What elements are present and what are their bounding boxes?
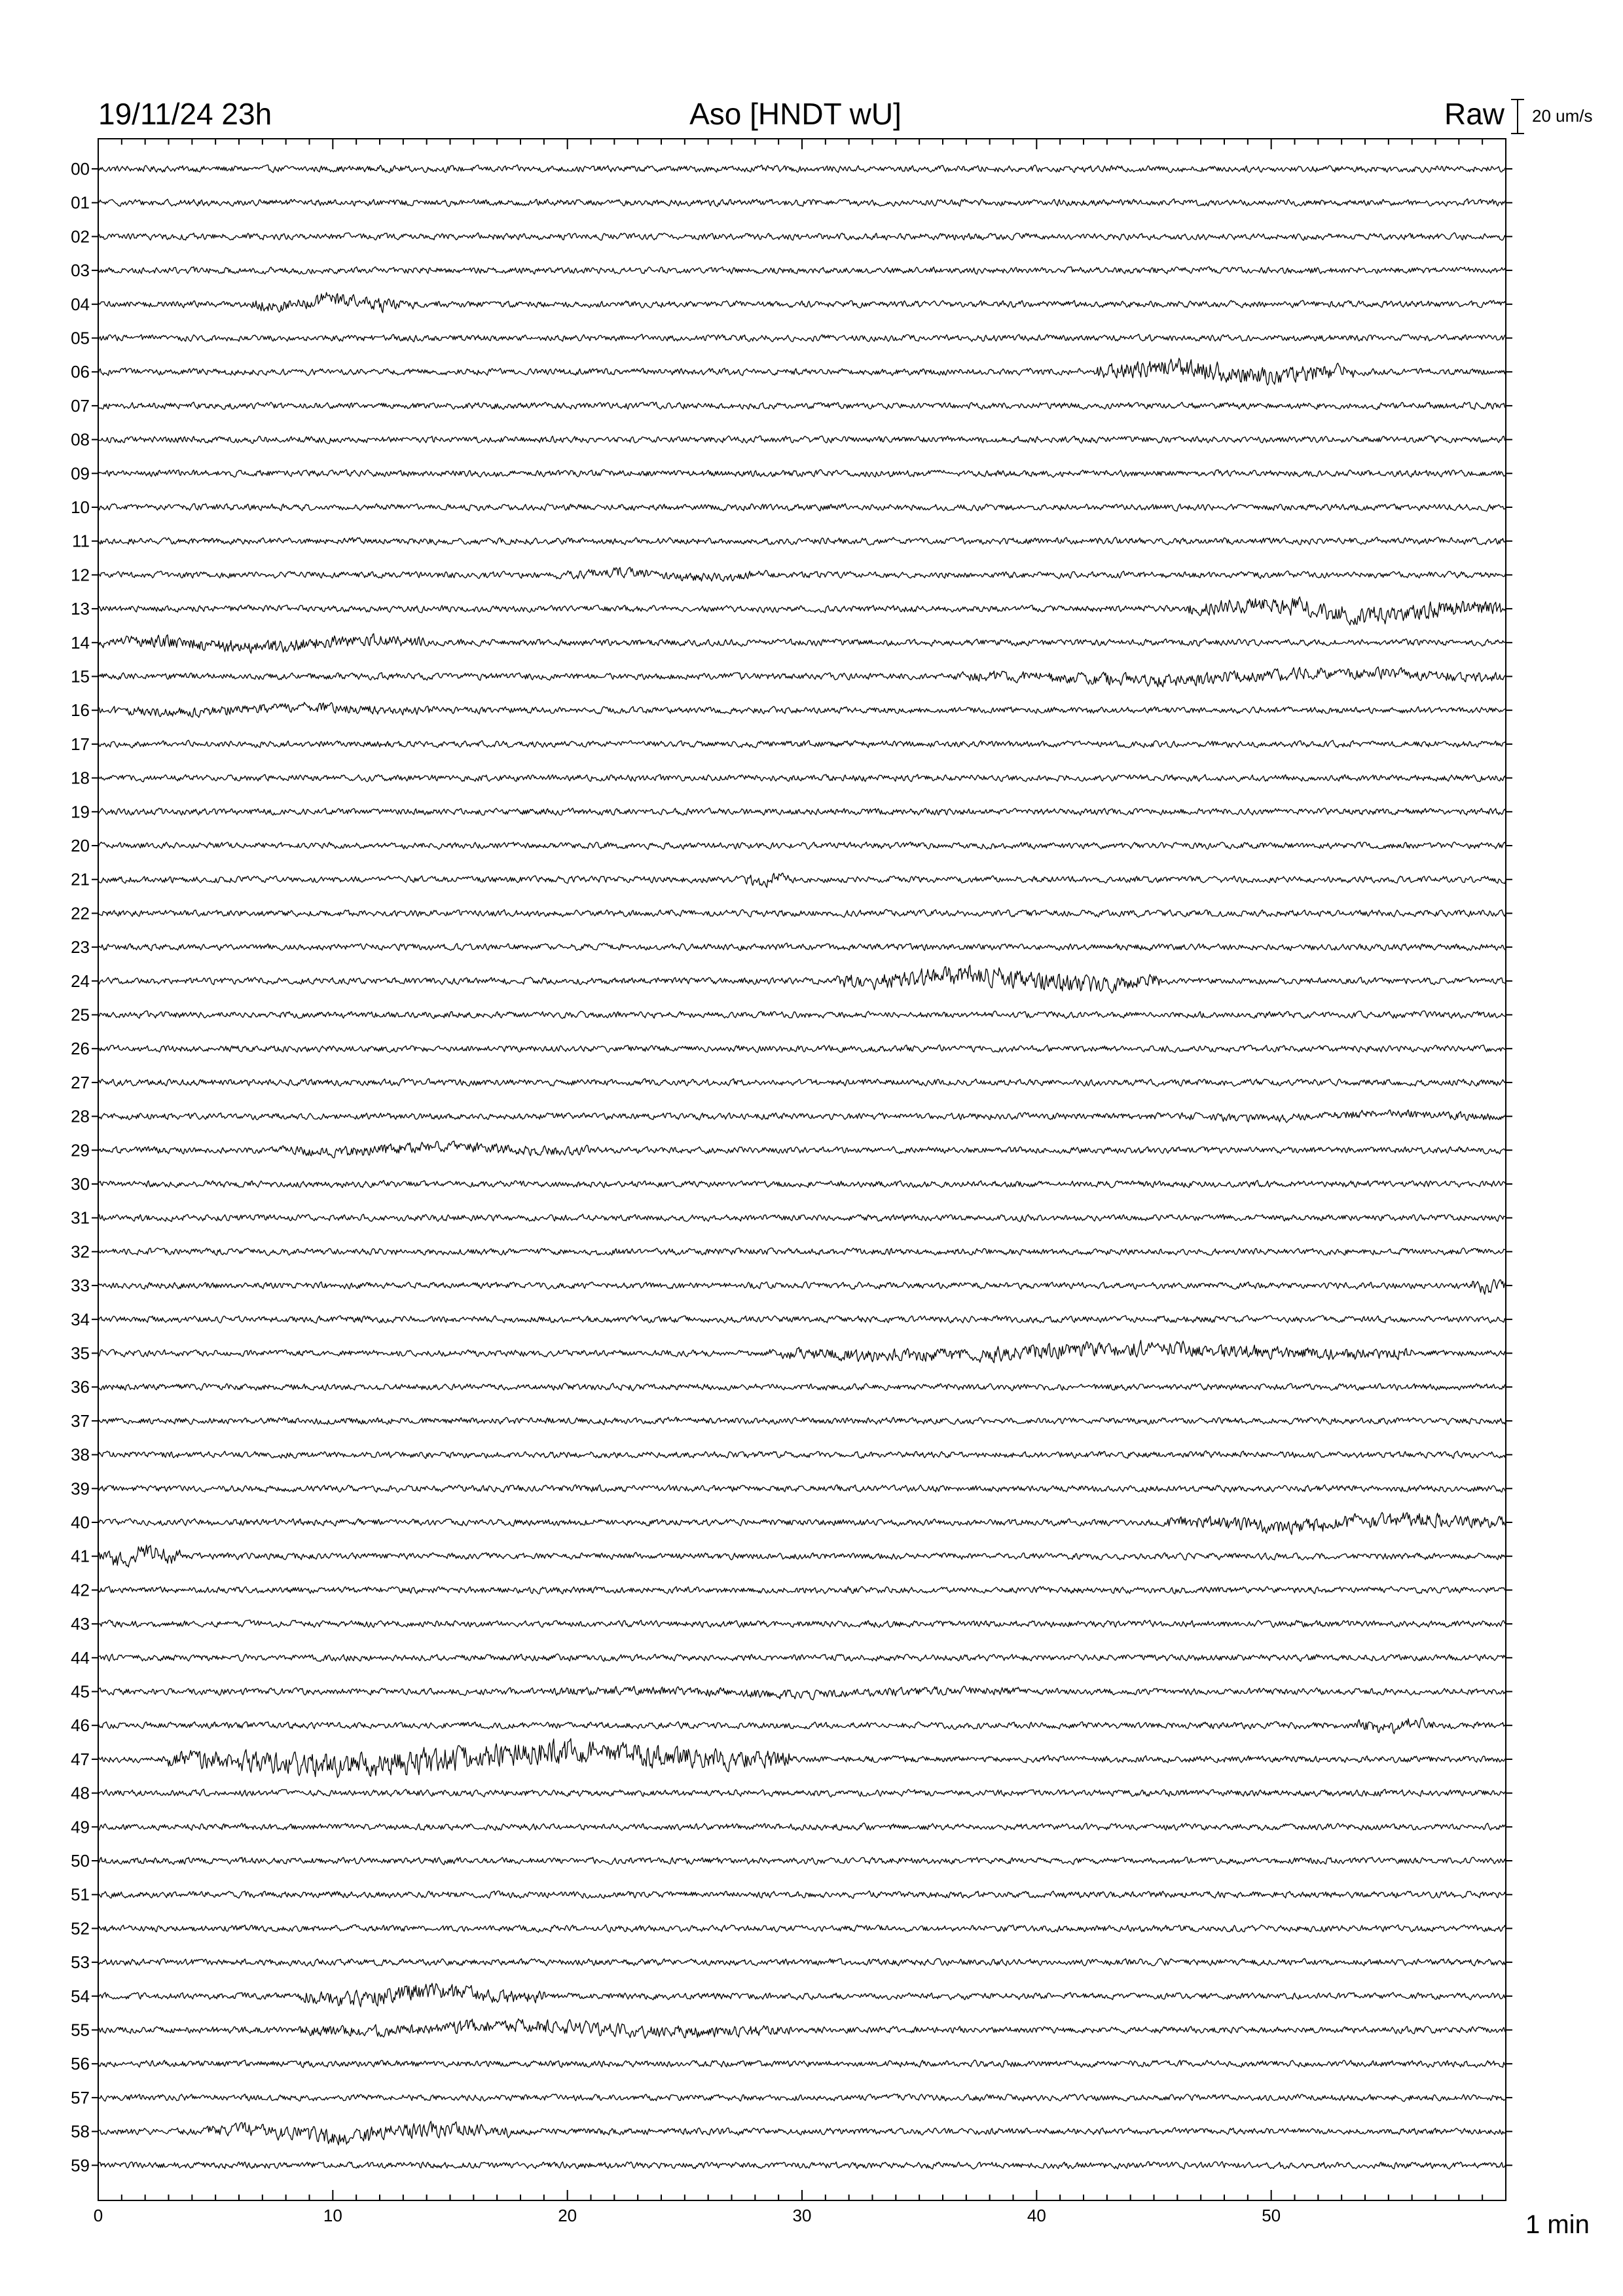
trace-row-59: [98, 2162, 1506, 2169]
x-tick-label: 30: [792, 2206, 812, 2225]
row-label: 37: [71, 1410, 90, 1431]
trace-row-29: [98, 1141, 1506, 1158]
trace-row-36: [98, 1383, 1506, 1391]
trace-row-46: [98, 1718, 1506, 1734]
row-label: 45: [71, 1681, 90, 1702]
row-label: 04: [71, 294, 90, 314]
trace-row-28: [98, 1110, 1506, 1122]
trace-row-40: [98, 1513, 1506, 1535]
trace-row-06: [98, 358, 1506, 385]
row-label: 12: [71, 565, 90, 585]
plot-frame: [98, 139, 1506, 2200]
row-label: 28: [71, 1106, 90, 1126]
row-label: 44: [71, 1647, 90, 1668]
row-label: 00: [71, 159, 90, 179]
trace-row-10: [98, 504, 1506, 512]
row-label: 53: [71, 1952, 90, 1973]
row-label: 57: [71, 2087, 90, 2108]
trace-row-57: [98, 2094, 1506, 2102]
trace-row-21: [98, 873, 1506, 888]
trace-row-24: [98, 965, 1506, 994]
traces: [98, 165, 1506, 2169]
trace-row-02: [98, 233, 1506, 241]
x-tick-label: 10: [323, 2206, 342, 2225]
row-label: 30: [71, 1174, 90, 1194]
trace-row-54: [98, 1983, 1506, 2007]
trace-row-42: [98, 1587, 1506, 1594]
trace-row-49: [98, 1823, 1506, 1831]
trace-row-56: [98, 2060, 1506, 2068]
row-label: 06: [71, 362, 90, 382]
x-tick-label: 40: [1027, 2206, 1046, 2225]
row-label: 08: [71, 429, 90, 450]
trace-row-04: [98, 293, 1506, 313]
row-label: 42: [71, 1580, 90, 1600]
trace-row-00: [98, 165, 1506, 173]
row-label: 26: [71, 1039, 90, 1059]
header-datetime: 19/11/24 23h: [98, 97, 272, 131]
row-label: 59: [71, 2155, 90, 2176]
trace-row-33: [98, 1280, 1506, 1295]
trace-row-48: [98, 1789, 1506, 1797]
trace-row-01: [98, 199, 1506, 207]
row-label: 49: [71, 1817, 90, 1837]
row-label: 02: [71, 226, 90, 247]
row-label: 07: [71, 395, 90, 416]
row-label: 17: [71, 734, 90, 754]
row-label: 03: [71, 260, 90, 281]
row-label: 23: [71, 937, 90, 958]
trace-row-34: [98, 1316, 1506, 1323]
trace-row-35: [98, 1340, 1506, 1363]
row-label: 36: [71, 1377, 90, 1397]
row-label: 34: [71, 1309, 90, 1329]
row-label: 33: [71, 1276, 90, 1296]
row-label: 22: [71, 903, 90, 924]
row-label: 11: [72, 531, 90, 551]
trace-row-22: [98, 909, 1506, 917]
row-label: 55: [71, 2020, 90, 2040]
x-tick-label: 0: [93, 2206, 103, 2225]
trace-row-39: [98, 1485, 1506, 1492]
row-label: 27: [71, 1072, 90, 1092]
trace-row-05: [98, 334, 1506, 342]
trace-row-11: [98, 537, 1506, 545]
header-mode: Raw: [1444, 97, 1504, 131]
row-label: 31: [71, 1208, 90, 1228]
row-label: 20: [71, 836, 90, 855]
row-label: 51: [71, 1884, 90, 1905]
row-label: 56: [71, 2054, 90, 2074]
trace-row-31: [98, 1214, 1506, 1222]
trace-row-07: [98, 402, 1506, 409]
trace-row-47: [98, 1738, 1506, 1778]
row-label: 35: [71, 1343, 90, 1363]
row-label: 52: [71, 1918, 90, 1939]
row-labels: [71, 159, 90, 2175]
row-label: 10: [71, 497, 90, 517]
row-label: 41: [71, 1546, 90, 1566]
row-label: 13: [71, 599, 90, 619]
row-label: 29: [71, 1140, 90, 1160]
trace-row-50: [98, 1857, 1506, 1865]
row-label: 05: [71, 328, 90, 348]
trace-row-26: [98, 1045, 1506, 1052]
row-label: 50: [71, 1851, 90, 1871]
row-label: 18: [71, 768, 90, 788]
trace-row-23: [98, 943, 1506, 951]
trace-row-14: [98, 634, 1506, 653]
row-label: 38: [71, 1444, 90, 1465]
row-ticks: [92, 169, 1512, 2165]
trace-row-12: [98, 567, 1506, 581]
row-label: 16: [71, 700, 90, 721]
row-label: 09: [71, 463, 90, 484]
trace-row-41: [98, 1545, 1506, 1568]
row-label: 24: [71, 971, 90, 991]
trace-row-15: [98, 667, 1506, 687]
x-axis-labels: [94, 2206, 1281, 2225]
row-label: 48: [71, 1783, 90, 1803]
trace-row-09: [98, 469, 1506, 477]
trace-row-38: [98, 1451, 1506, 1459]
trace-row-16: [98, 702, 1506, 717]
trace-row-45: [98, 1686, 1506, 1700]
row-label: 01: [71, 192, 90, 213]
trace-row-58: [98, 2121, 1506, 2145]
row-label: 19: [71, 802, 90, 822]
trace-row-08: [98, 436, 1506, 444]
trace-row-17: [98, 740, 1506, 748]
trace-row-37: [98, 1417, 1506, 1425]
row-label: 21: [71, 869, 90, 889]
trace-row-03: [98, 266, 1506, 274]
trace-row-53: [98, 1958, 1506, 1966]
row-label: 46: [71, 1715, 90, 1736]
row-label: 47: [71, 1749, 90, 1769]
trace-row-25: [98, 1011, 1506, 1018]
row-label: 15: [71, 666, 90, 687]
trace-row-20: [98, 842, 1506, 849]
row-label: 54: [71, 1986, 90, 2006]
x-tick-label: 20: [558, 2206, 577, 2225]
x-tick-label: 50: [1262, 2206, 1281, 2225]
row-label: 43: [71, 1614, 90, 1634]
trace-row-18: [98, 774, 1506, 781]
row-label: 25: [71, 1005, 90, 1025]
header-title: Aso [HNDT wU]: [689, 97, 902, 131]
row-label: 39: [71, 1479, 90, 1499]
row-label: 40: [71, 1513, 90, 1532]
scale-label: 20 um/s: [1532, 106, 1593, 126]
x-axis-label: 1 min: [1525, 2210, 1590, 2239]
trace-row-13: [98, 597, 1506, 625]
trace-row-19: [98, 808, 1506, 816]
trace-row-51: [98, 1891, 1506, 1899]
trace-row-52: [98, 1925, 1506, 1933]
amplitude-scale-bar: [1511, 99, 1524, 134]
x-axis-ticks: [98, 139, 1506, 2200]
trace-row-44: [98, 1654, 1506, 1662]
trace-row-30: [98, 1180, 1506, 1187]
trace-row-43: [98, 1620, 1506, 1627]
row-label: 32: [71, 1242, 90, 1262]
row-label: 58: [71, 2121, 90, 2142]
trace-row-32: [98, 1248, 1506, 1256]
row-label: 14: [71, 632, 90, 653]
trace-row-27: [98, 1079, 1506, 1086]
trace-row-55: [98, 2019, 1506, 2039]
